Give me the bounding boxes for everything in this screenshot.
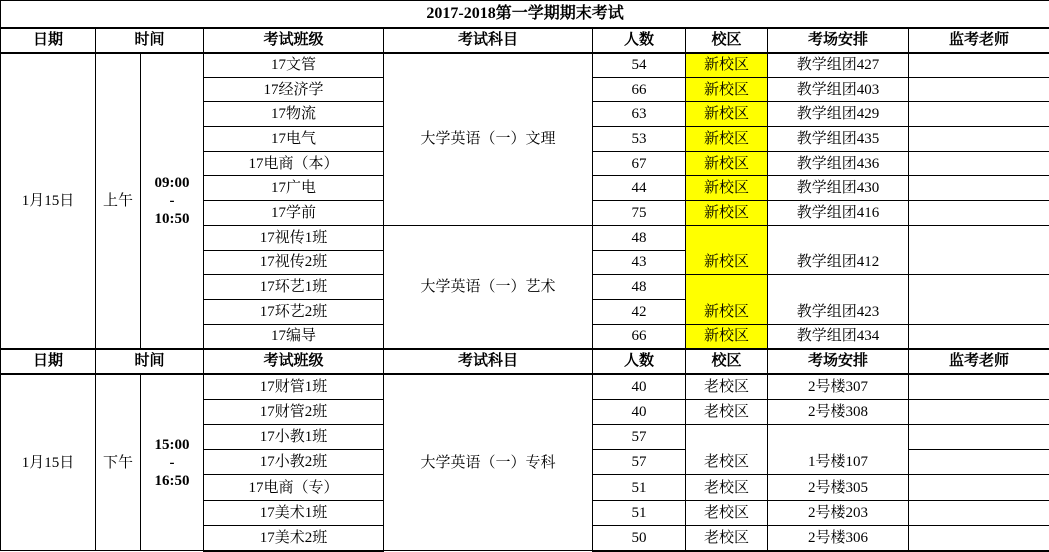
cell-campus: 老校区 — [686, 399, 768, 424]
header-campus: 校区 — [686, 349, 768, 374]
cell-teacher — [909, 102, 1049, 127]
cell-teacher — [909, 151, 1049, 176]
cell-teacher — [909, 275, 1049, 324]
cell-teacher — [909, 500, 1049, 525]
cell-campus: 新校区 — [686, 102, 768, 127]
cell-count: 42 — [593, 299, 686, 324]
cell-teacher — [909, 225, 1049, 274]
cell-room: 教学组团430 — [768, 176, 909, 201]
cell-room: 教学组团429 — [768, 102, 909, 127]
header-class: 考试班级 — [204, 28, 384, 53]
cell-campus: 老校区 — [686, 424, 768, 475]
cell-count: 63 — [593, 102, 686, 127]
cell-time — [141, 374, 204, 551]
cell-class: 17经济学 — [204, 77, 384, 102]
cell-count: 57 — [593, 424, 686, 449]
header-teacher: 监考老师 — [909, 28, 1049, 53]
cell-class: 17财管2班 — [204, 399, 384, 424]
cell-count: 66 — [593, 77, 686, 102]
cell-count: 40 — [593, 374, 686, 399]
cell-date: 1月15日 — [1, 374, 96, 551]
table-row — [1, 53, 1049, 78]
header-subject: 考试科目 — [384, 28, 593, 53]
table-header-row — [1, 349, 1049, 374]
cell-class: 17学前 — [204, 201, 384, 226]
cell-campus: 新校区 — [686, 151, 768, 176]
table-header-row — [1, 28, 1049, 53]
cell-class: 17视传1班 — [204, 225, 384, 250]
header-subject: 考试科目 — [384, 349, 593, 374]
cell-class: 17编导 — [204, 324, 384, 349]
cell-teacher — [909, 475, 1049, 500]
cell-teacher — [909, 374, 1049, 399]
time-separator: - — [169, 192, 175, 209]
time-separator: - — [169, 454, 175, 471]
cell-room: 教学组团403 — [768, 77, 909, 102]
cell-class: 17环艺2班 — [204, 299, 384, 324]
cell-campus: 新校区 — [686, 53, 768, 78]
cell-class: 17财管1班 — [204, 374, 384, 399]
cell-class: 17电商（专） — [204, 475, 384, 500]
cell-room: 2号楼203 — [768, 500, 909, 525]
cell-campus: 老校区 — [686, 475, 768, 500]
cell-teacher — [909, 526, 1049, 551]
cell-teacher — [909, 450, 1049, 475]
cell-teacher — [909, 324, 1049, 349]
cell-teacher — [909, 127, 1049, 152]
cell-room: 2号楼305 — [768, 475, 909, 500]
cell-count: 43 — [593, 250, 686, 275]
cell-campus: 新校区 — [686, 324, 768, 349]
cell-campus: 新校区 — [686, 77, 768, 102]
cell-count: 48 — [593, 225, 686, 250]
cell-count: 44 — [593, 176, 686, 201]
header-campus: 校区 — [686, 28, 768, 53]
header-class: 考试班级 — [204, 349, 384, 374]
cell-class: 17物流 — [204, 102, 384, 127]
cell-campus: 老校区 — [686, 500, 768, 525]
cell-count: 50 — [593, 526, 686, 551]
cell-room: 2号楼307 — [768, 374, 909, 399]
cell-teacher — [909, 53, 1049, 78]
cell-campus: 新校区 — [686, 127, 768, 152]
cell-time — [141, 53, 204, 349]
cell-campus: 老校区 — [686, 526, 768, 551]
cell-count: 48 — [593, 275, 686, 300]
table-row — [1, 374, 1049, 399]
header-date: 日期 — [1, 349, 96, 374]
cell-count: 54 — [593, 53, 686, 78]
header-room: 考场安排 — [768, 349, 909, 374]
time-end: 10:50 — [154, 210, 190, 227]
time-end: 16:50 — [154, 472, 190, 489]
cell-class: 17美术2班 — [204, 526, 384, 551]
header-date: 日期 — [1, 28, 96, 53]
cell-class: 17小教1班 — [204, 424, 384, 449]
cell-room: 教学组团427 — [768, 53, 909, 78]
page-title: 2017-2018第一学期期末考试 — [1, 1, 1049, 28]
cell-room: 教学组团423 — [768, 275, 909, 324]
cell-count: 75 — [593, 201, 686, 226]
cell-date: 1月15日 — [1, 53, 96, 349]
time-start: 09:00 — [154, 174, 190, 191]
cell-teacher — [909, 77, 1049, 102]
cell-room: 教学组团436 — [768, 151, 909, 176]
cell-class: 17视传2班 — [204, 250, 384, 275]
header-time: 时间 — [96, 28, 204, 53]
cell-campus: 新校区 — [686, 201, 768, 226]
cell-class: 17文管 — [204, 53, 384, 78]
cell-teacher — [909, 424, 1049, 449]
cell-campus: 新校区 — [686, 176, 768, 201]
cell-count: 53 — [593, 127, 686, 152]
cell-class: 17环艺1班 — [204, 275, 384, 300]
cell-count: 51 — [593, 475, 686, 500]
cell-subject: 大学英语（一）文理 — [384, 53, 593, 226]
time-start: 15:00 — [154, 436, 190, 453]
header-time: 时间 — [96, 349, 204, 374]
header-teacher: 监考老师 — [909, 349, 1049, 374]
cell-class: 17美术1班 — [204, 500, 384, 525]
cell-room: 2号楼306 — [768, 526, 909, 551]
cell-room: 2号楼308 — [768, 399, 909, 424]
cell-campus: 新校区 — [686, 275, 768, 324]
cell-count: 51 — [593, 500, 686, 525]
cell-count: 67 — [593, 151, 686, 176]
cell-room: 教学组团434 — [768, 324, 909, 349]
cell-teacher — [909, 399, 1049, 424]
cell-campus: 新校区 — [686, 225, 768, 274]
header-count: 人数 — [593, 28, 686, 53]
cell-count: 40 — [593, 399, 686, 424]
cell-room: 1号楼107 — [768, 424, 909, 475]
table-row — [1, 1, 1049, 28]
header-room: 考场安排 — [768, 28, 909, 53]
cell-subject: 大学英语（一）艺术 — [384, 225, 593, 348]
cell-period: 下午 — [96, 374, 141, 551]
cell-class: 17广电 — [204, 176, 384, 201]
cell-campus: 老校区 — [686, 374, 768, 399]
header-count: 人数 — [593, 349, 686, 374]
cell-class: 17小教2班 — [204, 450, 384, 475]
cell-teacher — [909, 201, 1049, 226]
cell-room: 教学组团416 — [768, 201, 909, 226]
cell-room: 教学组团435 — [768, 127, 909, 152]
cell-class: 17电气 — [204, 127, 384, 152]
cell-room: 教学组团412 — [768, 225, 909, 274]
cell-subject: 大学英语（一）专科 — [384, 374, 593, 551]
cell-count: 66 — [593, 324, 686, 349]
cell-count: 57 — [593, 450, 686, 475]
cell-period: 上午 — [96, 53, 141, 349]
cell-teacher — [909, 176, 1049, 201]
cell-class: 17电商（本） — [204, 151, 384, 176]
